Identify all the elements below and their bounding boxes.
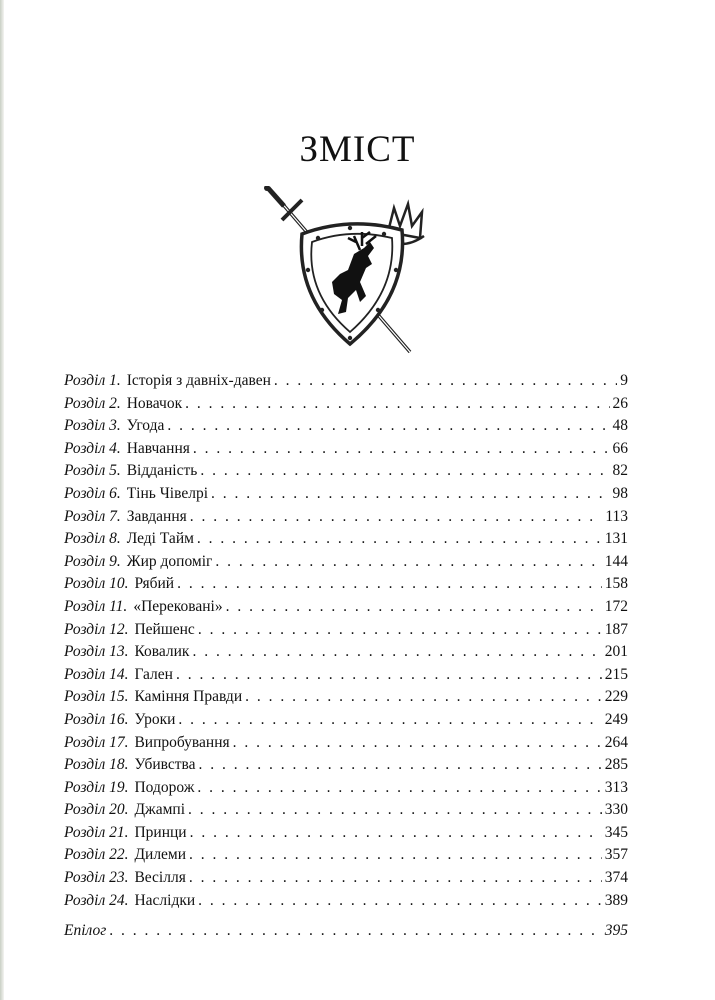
leader-dots <box>190 506 603 529</box>
toc-row[interactable] <box>64 867 628 890</box>
page-number: 113 <box>605 507 628 525</box>
page-number: 330 <box>604 801 628 819</box>
chapter-title: Гален <box>134 665 173 683</box>
leader-dots <box>211 483 610 506</box>
page-number: 345 <box>604 823 628 841</box>
page-number: 66 <box>612 439 628 457</box>
leader-dots <box>199 754 602 777</box>
chapter-title: Тінь Чівелрі <box>126 484 208 502</box>
epilogue-label: Епілог <box>64 922 107 939</box>
page-number: 215 <box>604 665 628 683</box>
page-number: 131 <box>604 530 628 548</box>
toc-row[interactable] <box>64 686 628 709</box>
chapter-title: Наслідки <box>134 891 196 909</box>
leader-dots <box>192 641 601 664</box>
leader-dots <box>198 619 602 642</box>
page-number: 357 <box>604 846 628 864</box>
toc-row[interactable] <box>64 799 628 822</box>
chapter-number: Розділ 20. <box>64 801 129 819</box>
shield-stag-sword-icon <box>262 186 438 362</box>
chapter-title: Принци <box>134 823 187 841</box>
chapter-number: Розділ 2. <box>64 394 121 412</box>
chapter-number: Розділ 5. <box>64 462 121 480</box>
chapter-number: Розділ 18. <box>64 756 129 774</box>
leader-dots <box>178 709 601 732</box>
chapter-number: Розділ 4. <box>64 439 121 457</box>
page-number: 82 <box>612 462 628 480</box>
toc-row[interactable] <box>64 641 628 664</box>
chapter-title: Історія з давніх-давен <box>126 372 271 389</box>
chapter-title: Пейшенс <box>134 620 195 638</box>
toc-row[interactable] <box>64 664 628 687</box>
page-number: 313 <box>604 778 628 796</box>
page-number: 48 <box>612 417 628 435</box>
chapter-title: Рябий <box>134 575 175 593</box>
chapter-title: Завдання <box>126 507 187 525</box>
leader-dots <box>197 528 602 551</box>
toc-row[interactable] <box>64 483 628 506</box>
page-number: 9 <box>620 372 628 389</box>
page-title: ЗМІСТ <box>299 129 416 170</box>
toc-row[interactable] <box>64 460 628 483</box>
toc-row[interactable] <box>64 777 628 800</box>
toc-row[interactable] <box>64 393 628 416</box>
page-number: 264 <box>604 733 628 751</box>
chapter-number: Розділ 17. <box>64 733 129 751</box>
toc-row[interactable] <box>64 438 628 461</box>
chapter-title: Випробування <box>134 733 230 751</box>
chapter-title: Весілля <box>134 869 186 887</box>
page-number: 201 <box>604 643 628 661</box>
chapter-number: Розділ 8. <box>64 530 121 548</box>
chapter-title: Ковалик <box>134 643 190 661</box>
toc-row[interactable] <box>64 506 628 529</box>
chapter-title: Уроки <box>134 710 176 728</box>
chapter-number: Розділ 22. <box>64 846 129 864</box>
leader-dots <box>189 867 602 890</box>
chapter-number: Розділ 6. <box>64 484 121 502</box>
chapter-title: Новачок <box>126 394 183 412</box>
leader-dots <box>198 890 602 913</box>
page-number: 229 <box>604 688 628 706</box>
toc-row[interactable] <box>64 709 628 732</box>
toc-row[interactable] <box>64 822 628 845</box>
leader-dots <box>215 551 601 574</box>
leader-dots <box>245 686 602 709</box>
page-number: 187 <box>604 620 628 638</box>
toc-row[interactable] <box>64 370 628 393</box>
chapter-title: Відданість <box>126 462 198 480</box>
chapter-number: Розділ 24. <box>64 891 129 909</box>
toc-row[interactable] <box>64 528 628 551</box>
toc-row[interactable] <box>64 619 628 642</box>
epilogue-page-number: 395 <box>604 922 628 939</box>
chapter-number: Розділ 11. <box>64 597 128 615</box>
chapter-number: Розділ 21. <box>64 823 129 841</box>
leader-dots <box>274 370 617 393</box>
chapter-title: Каміння Правди <box>134 688 243 706</box>
chapter-number: Розділ 15. <box>64 688 129 706</box>
leader-dots <box>190 822 602 845</box>
page-number: 26 <box>612 394 628 412</box>
toc-row[interactable] <box>64 573 628 596</box>
toc-row[interactable] <box>64 754 628 777</box>
leader-dots <box>188 799 602 822</box>
toc-row[interactable] <box>64 551 628 574</box>
epilogue-entry[interactable] <box>64 920 628 943</box>
chapter-title: Убивства <box>134 756 196 774</box>
page-number: 249 <box>604 710 628 728</box>
chapter-title: Дилеми <box>134 846 187 864</box>
chapter-number: Розділ 3. <box>64 417 121 435</box>
chapter-number: Розділ 7. <box>64 507 121 525</box>
chapter-title: «Перековані» <box>133 597 223 615</box>
chapter-number: Розділ 19. <box>64 778 129 796</box>
toc-row[interactable] <box>64 890 628 913</box>
chapter-number: Розділ 9. <box>64 552 121 570</box>
chapter-number: Розділ 23. <box>64 869 129 887</box>
chapter-number: Розділ 13. <box>64 643 129 661</box>
page-number: 285 <box>604 756 628 774</box>
leader-dots <box>109 920 601 943</box>
chapter-number: Розділ 16. <box>64 710 129 728</box>
page-number: 374 <box>604 869 628 887</box>
page-number: 98 <box>612 484 628 502</box>
leader-dots <box>185 393 609 416</box>
page-number: 389 <box>604 891 628 909</box>
leader-dots <box>189 844 602 867</box>
leader-dots <box>167 415 609 438</box>
leader-dots <box>226 596 602 619</box>
leader-dots <box>233 732 602 755</box>
toc-row[interactable] <box>64 596 628 619</box>
table-of-contents <box>64 370 628 912</box>
chapter-number: Розділ 10. <box>64 575 129 593</box>
toc-row[interactable] <box>64 844 628 867</box>
page-number: 144 <box>604 552 628 570</box>
chapter-title: Подорож <box>134 778 195 796</box>
page-number: 158 <box>604 575 628 593</box>
leader-dots <box>197 777 601 800</box>
chapter-title: Леді Тайм <box>126 530 194 548</box>
chapter-number: Розділ 12. <box>64 620 129 638</box>
chapter-title: Угода <box>126 417 165 435</box>
chapter-title: Джампі <box>134 801 186 819</box>
chapter-number: Розділ 1. <box>64 372 121 389</box>
toc-row[interactable] <box>64 732 628 755</box>
leader-dots <box>193 438 610 461</box>
leader-dots <box>176 664 602 687</box>
leader-dots <box>177 573 602 596</box>
page-number: 172 <box>604 597 628 615</box>
toc-row[interactable] <box>64 415 628 438</box>
chapter-title: Жир допоміг <box>126 552 213 570</box>
leader-dots <box>200 460 609 483</box>
chapter-number: Розділ 14. <box>64 665 129 683</box>
chapter-title: Навчання <box>126 439 190 457</box>
